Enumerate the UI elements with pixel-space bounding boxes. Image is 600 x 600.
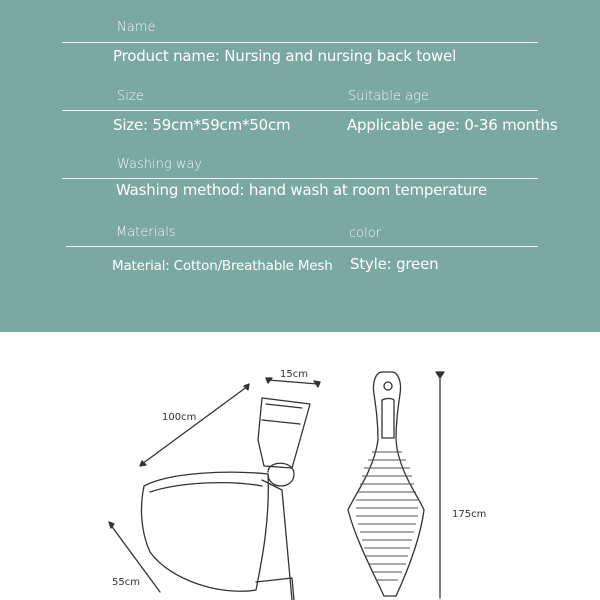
washing-label: Washing way [117,157,203,172]
size-divider [62,110,538,111]
strap-length-label: 100cm [162,412,197,423]
color-label: color [349,226,382,241]
suitable-age-label: Suitable age [348,89,429,104]
pouch-depth-label: 55cm [112,577,140,588]
washing-divider [62,178,538,179]
total-length-dimension-line [436,372,444,598]
washing-method-value: Washing method: hand wash at room temperature [116,181,487,199]
materials-label: Materials [116,225,176,240]
materials-divider [66,246,538,247]
style-color-value: Style: green [350,255,439,273]
total-length-label: 175cm [452,509,487,520]
strap-length-dimension-line [140,384,249,466]
material-value: Material: Cotton/Breathable Mesh [112,258,333,274]
size-label: Size [117,89,144,104]
carrier-worn-illustration [142,398,310,600]
name-divider [62,42,538,43]
mesh-stripe-pattern [356,452,418,580]
carrier-dimension-diagram [0,332,600,600]
name-label: Name [117,20,156,35]
size-value: Size: 59cm*59cm*50cm [113,116,291,134]
product-name-value: Product name: Nursing and nursing back towel [113,47,457,65]
strap-width-label: 15cm [280,369,308,380]
applicable-age-value: Applicable age: 0-36 months [347,116,558,134]
